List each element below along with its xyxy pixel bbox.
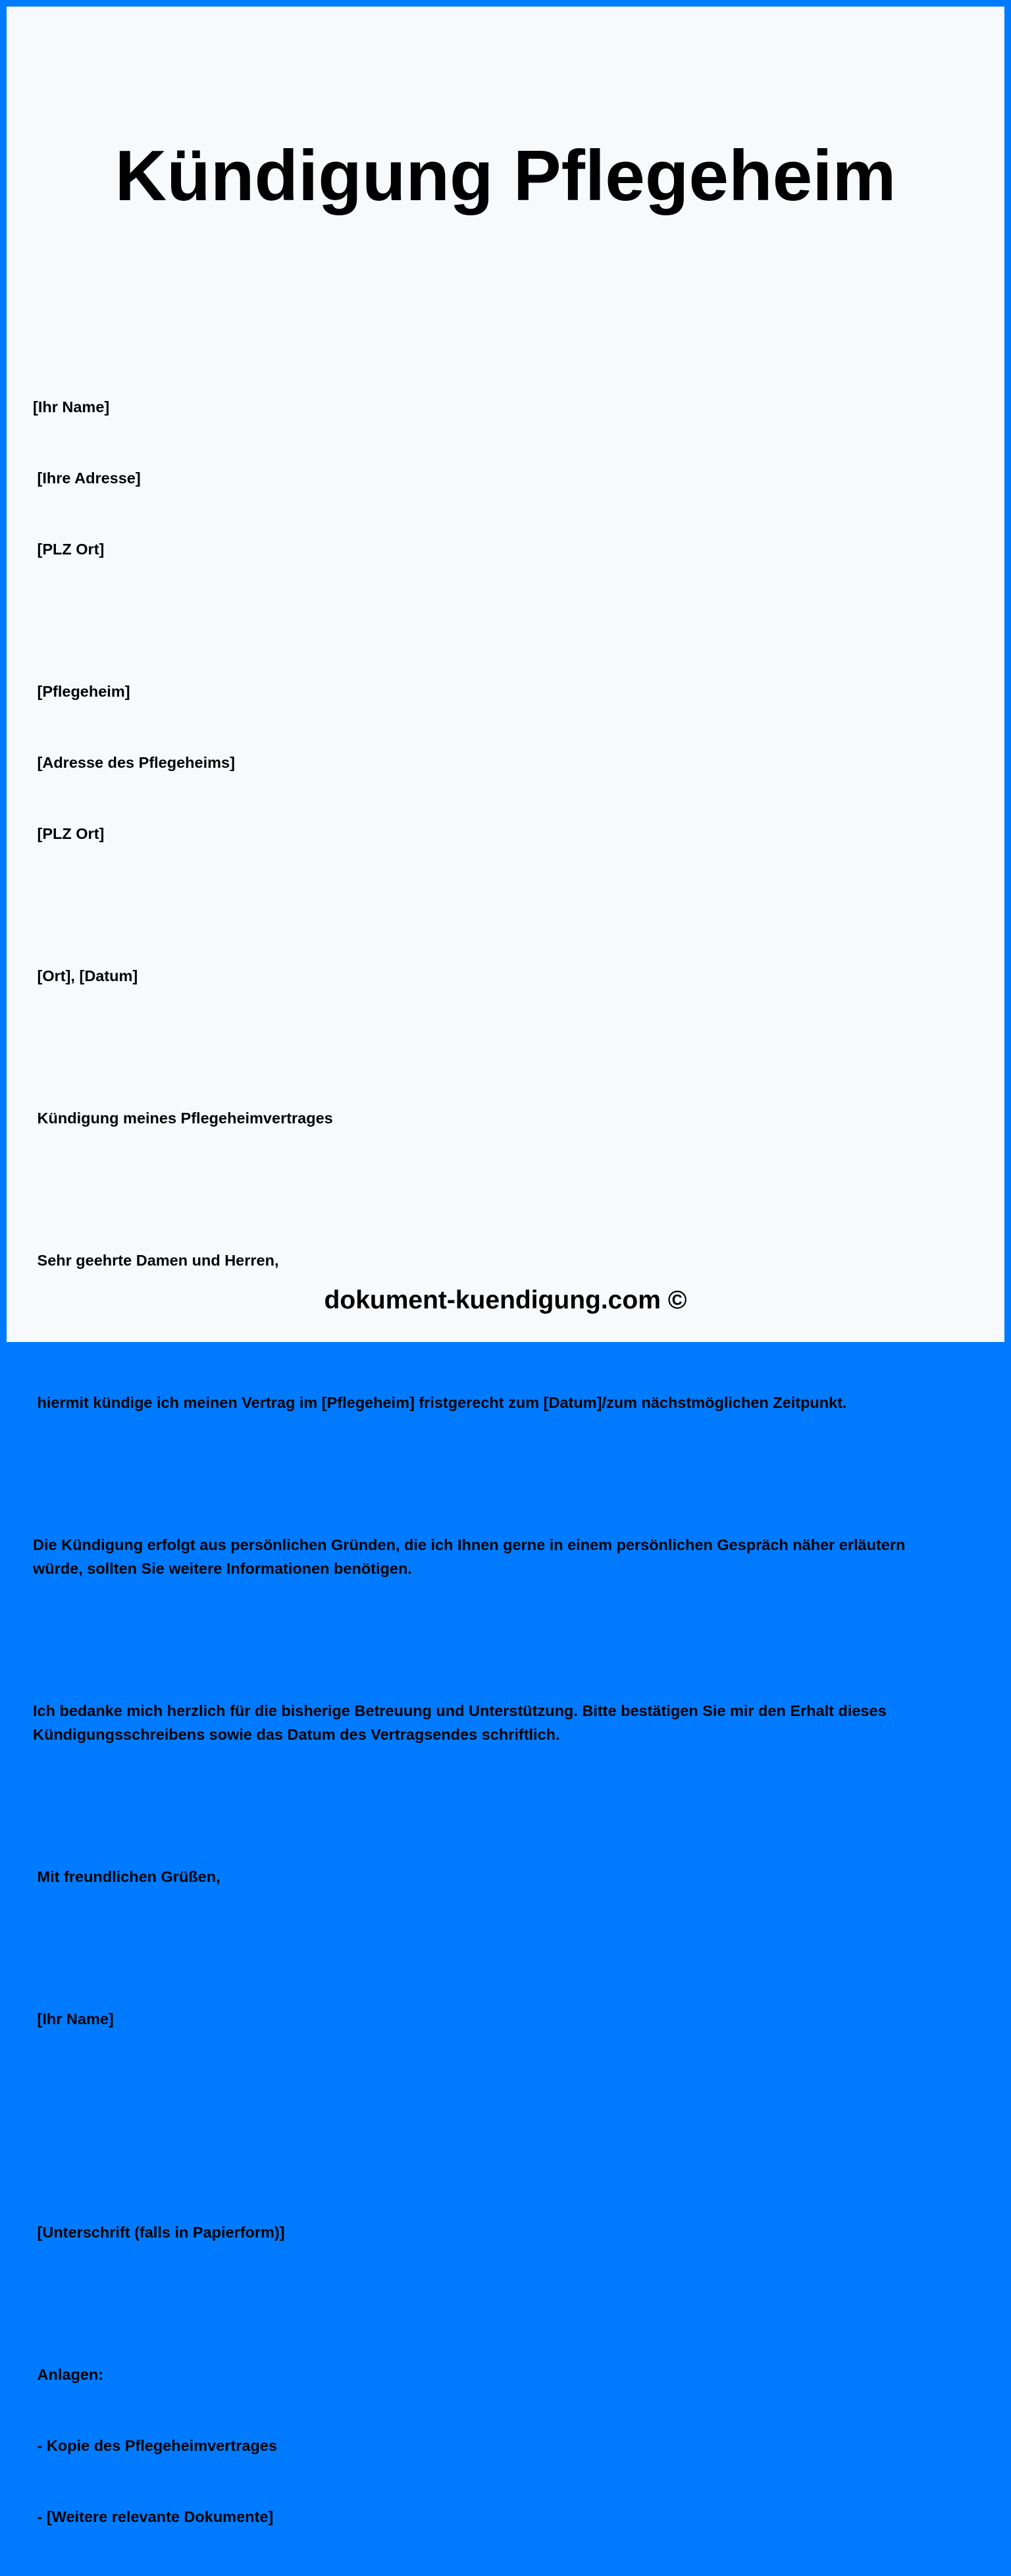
blank-line xyxy=(33,2292,954,2315)
attachments-heading: Anlagen: xyxy=(33,2366,104,2383)
blank-line xyxy=(33,2078,954,2102)
blank-line xyxy=(33,1035,954,1059)
blank-line xyxy=(33,1628,954,1651)
document-title: Kündigung Pflegeheim xyxy=(115,136,896,216)
recipient-postal-city: [PLZ Ort] xyxy=(33,825,105,842)
document-page xyxy=(7,7,1004,2525)
sender-address: [Ihre Adresse] xyxy=(33,470,141,487)
blank-line xyxy=(33,2149,954,2173)
attachment-item: - Kopie des Pflegeheimvertrages xyxy=(33,2437,277,2454)
thanks-paragraph: Ich bedanke mich herzlich für die bisherige Betreuung und Unterstützung. Bitte bestätigen Sie mir den Erhalt dieses Kündigungsschreibens sowie das Datum des Vertragsendes schriftlich. xyxy=(33,1702,891,1743)
attachment-item: - [Weitere relevante Dokumente] xyxy=(33,2508,274,2525)
salutation: Sehr geehrte Damen und Herren, xyxy=(33,1252,279,1269)
blank-line xyxy=(33,1177,954,1201)
blank-line xyxy=(33,1320,954,1343)
letter-body xyxy=(33,348,954,2576)
blank-line xyxy=(33,1462,954,1486)
blank-line xyxy=(33,1794,954,1817)
termination-statement: hiermit kündige ich meinen Vertrag im [Pflegeheim] fristgerecht zum [Datum]/zum nächstmöglichen Zeitpunkt. xyxy=(33,1394,847,1411)
footer-copyright: dokument-kuendigung.com © xyxy=(324,1286,687,1314)
blank-line xyxy=(33,608,954,632)
subject-line: Kündigung meines Pflegeheimvertrages xyxy=(33,1110,333,1127)
reason-paragraph: Die Kündigung erfolgt aus persönlichen Gründen, die ich Ihnen gerne in einem persönlichen Gespräch näher erläutern würde, sollten Sie weitere Informationen benötigen. xyxy=(33,1536,910,1577)
place-date: [Ort], [Datum] xyxy=(33,967,138,984)
signer-name: [Ihr Name] xyxy=(33,2010,114,2027)
sender-postal-city: [PLZ Ort] xyxy=(33,541,105,558)
recipient-name: [Pflegeheim] xyxy=(33,683,130,700)
closing: Mit freundlichen Grüßen, xyxy=(33,1868,220,1885)
signature-placeholder: [Unterschrift (falls in Papierform)] xyxy=(33,2224,285,2241)
blank-line xyxy=(33,1936,954,1960)
recipient-address: [Adresse des Pflegeheims] xyxy=(33,754,235,771)
blank-line xyxy=(33,893,954,917)
sender-name: [Ihr Name] xyxy=(33,398,110,416)
